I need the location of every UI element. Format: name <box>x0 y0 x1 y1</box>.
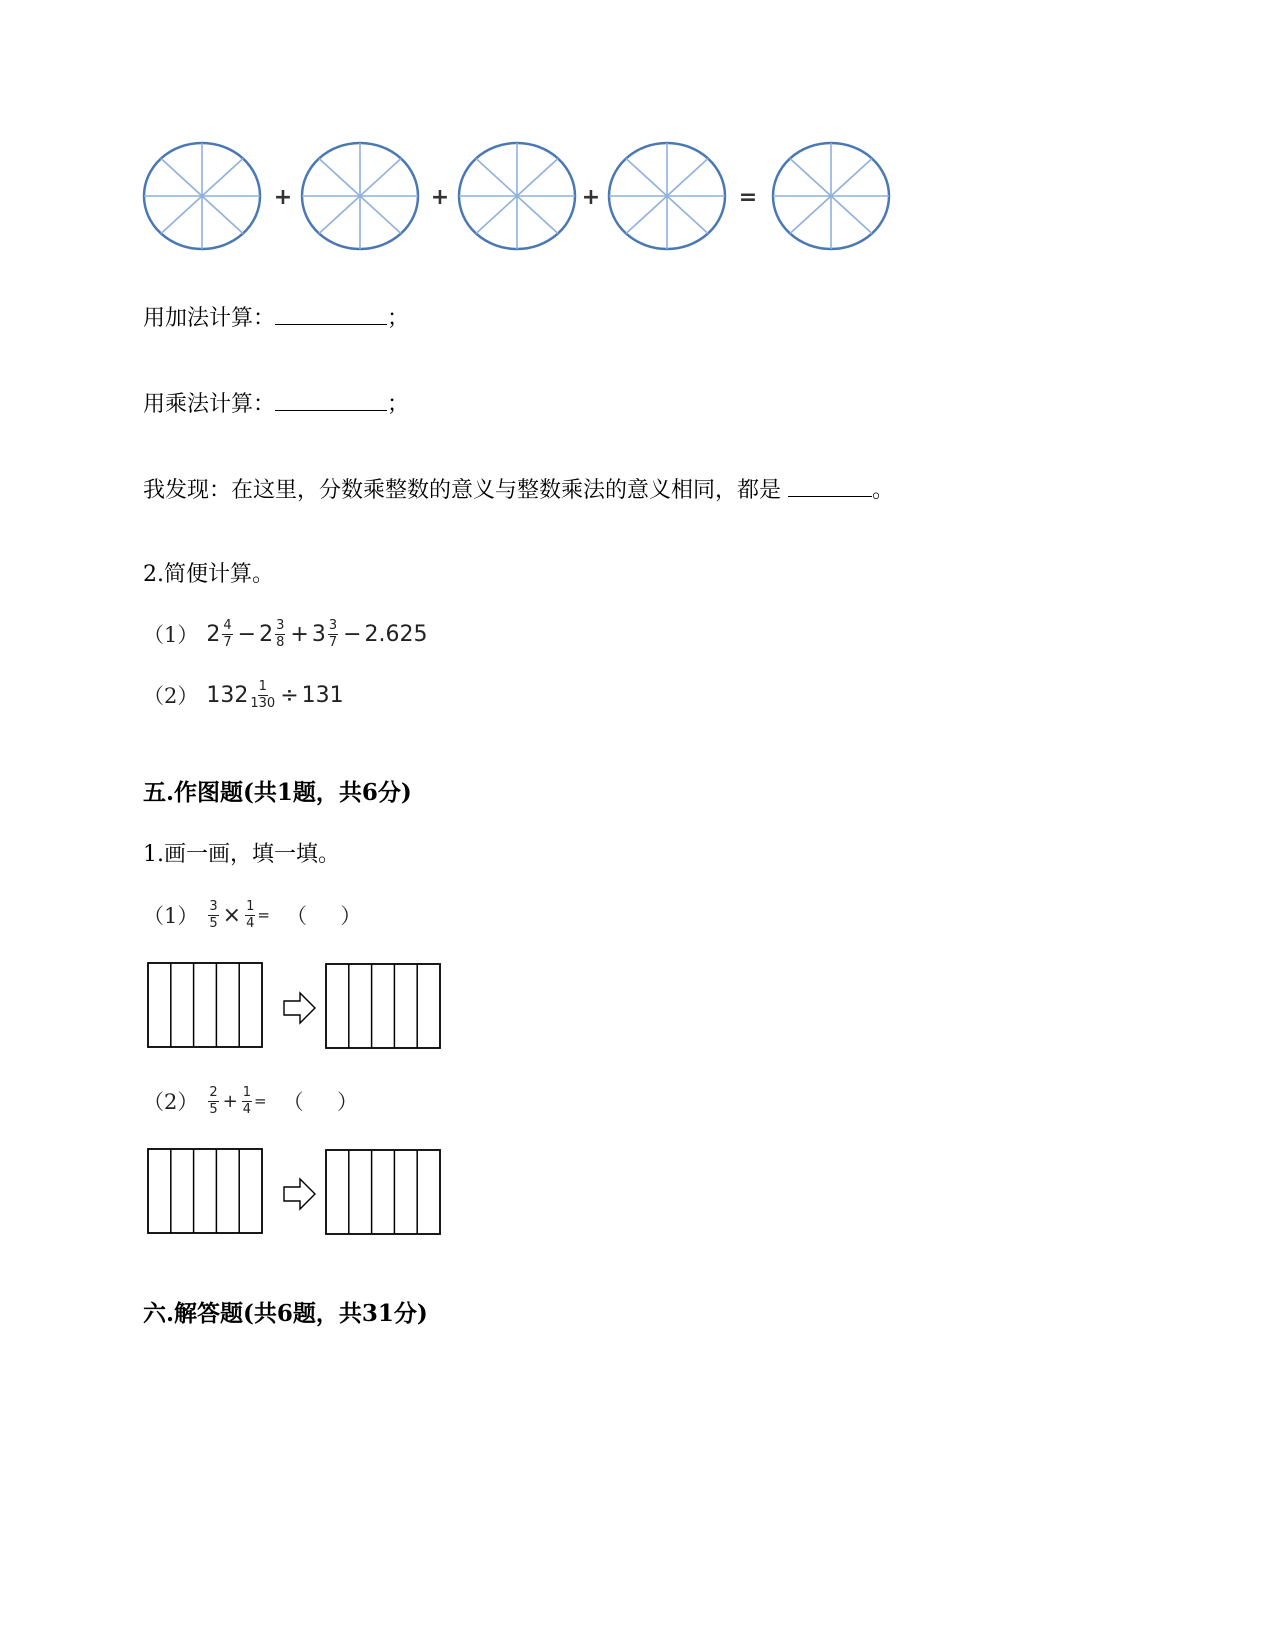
plus-sign: + <box>273 185 293 210</box>
mixed-whole: 132 <box>206 682 249 708</box>
term1-fraction: $\frac{4}{7}$ <box>223 617 232 650</box>
term3-fraction: $\frac{3}{7}$ <box>328 617 338 650</box>
equals-sign: = <box>257 906 270 924</box>
plus-sign: + <box>430 185 450 210</box>
term2-whole: 2 <box>259 621 274 647</box>
mul-calc-end: ； <box>387 392 410 417</box>
draw-item1-label: （1） <box>143 904 199 928</box>
minus-operator: − <box>343 621 362 647</box>
mul-calc-label: 用乘法计算： <box>143 392 276 417</box>
source-rectangle-grid <box>148 1149 262 1233</box>
mixed-fraction: $\frac{1}{130}$ <box>250 678 276 711</box>
plus-sign: + <box>581 185 601 210</box>
section6-heading: 六.解答题(共6题，共31分) <box>143 1300 428 1327</box>
q2-item1-label: （1） <box>143 623 199 647</box>
fraction-b: $\frac{1}{4}$ <box>246 898 255 931</box>
source-rectangle-grid <box>148 963 262 1047</box>
term1-whole: 2 <box>206 621 221 647</box>
equals-sign: = <box>738 185 758 210</box>
section5-heading: 五.作图题(共1题，共6分) <box>143 779 412 806</box>
term3-whole: 3 <box>311 621 326 647</box>
fraction-a: $\frac{3}{5}$ <box>209 898 218 931</box>
fraction-a: $\frac{2}{5}$ <box>209 1084 218 1117</box>
draw-item2-label: （2） <box>143 1090 199 1114</box>
minus-operator: − <box>237 621 257 647</box>
q2-title: 2.简便计算。 <box>143 562 274 587</box>
right-arrow-icon <box>284 993 315 1023</box>
divide-operator: ÷ <box>280 682 299 708</box>
add-calc-label: 用加法计算： <box>143 306 276 331</box>
plus-operator: + <box>290 621 309 647</box>
term2-fraction: $\frac{3}{8}$ <box>276 617 285 650</box>
divisor: 131 <box>301 682 344 708</box>
result-rectangle-grid <box>326 1150 440 1234</box>
plus-operator: + <box>222 1090 238 1112</box>
result-rectangle-grid <box>326 964 440 1048</box>
add-calc-end: ； <box>387 306 410 331</box>
times-operator: × <box>222 902 242 928</box>
answer-parentheses[interactable]: （ ） <box>285 904 362 928</box>
term4-decimal: 2.625 <box>364 621 428 647</box>
equals-sign: = <box>254 1092 267 1110</box>
discover-text: 我发现：在这里，分数乘整数的意义与整数乘法的意义相同，都是 <box>143 478 782 503</box>
discover-end: 。 <box>872 478 895 503</box>
right-arrow-icon <box>284 1179 315 1209</box>
fraction-b: $\frac{1}{4}$ <box>242 1084 252 1117</box>
section5-q1-title: 1.画一画，填一填。 <box>143 842 340 867</box>
answer-parentheses[interactable]: （ ） <box>282 1090 358 1114</box>
q2-item2-label: （2） <box>143 684 199 708</box>
